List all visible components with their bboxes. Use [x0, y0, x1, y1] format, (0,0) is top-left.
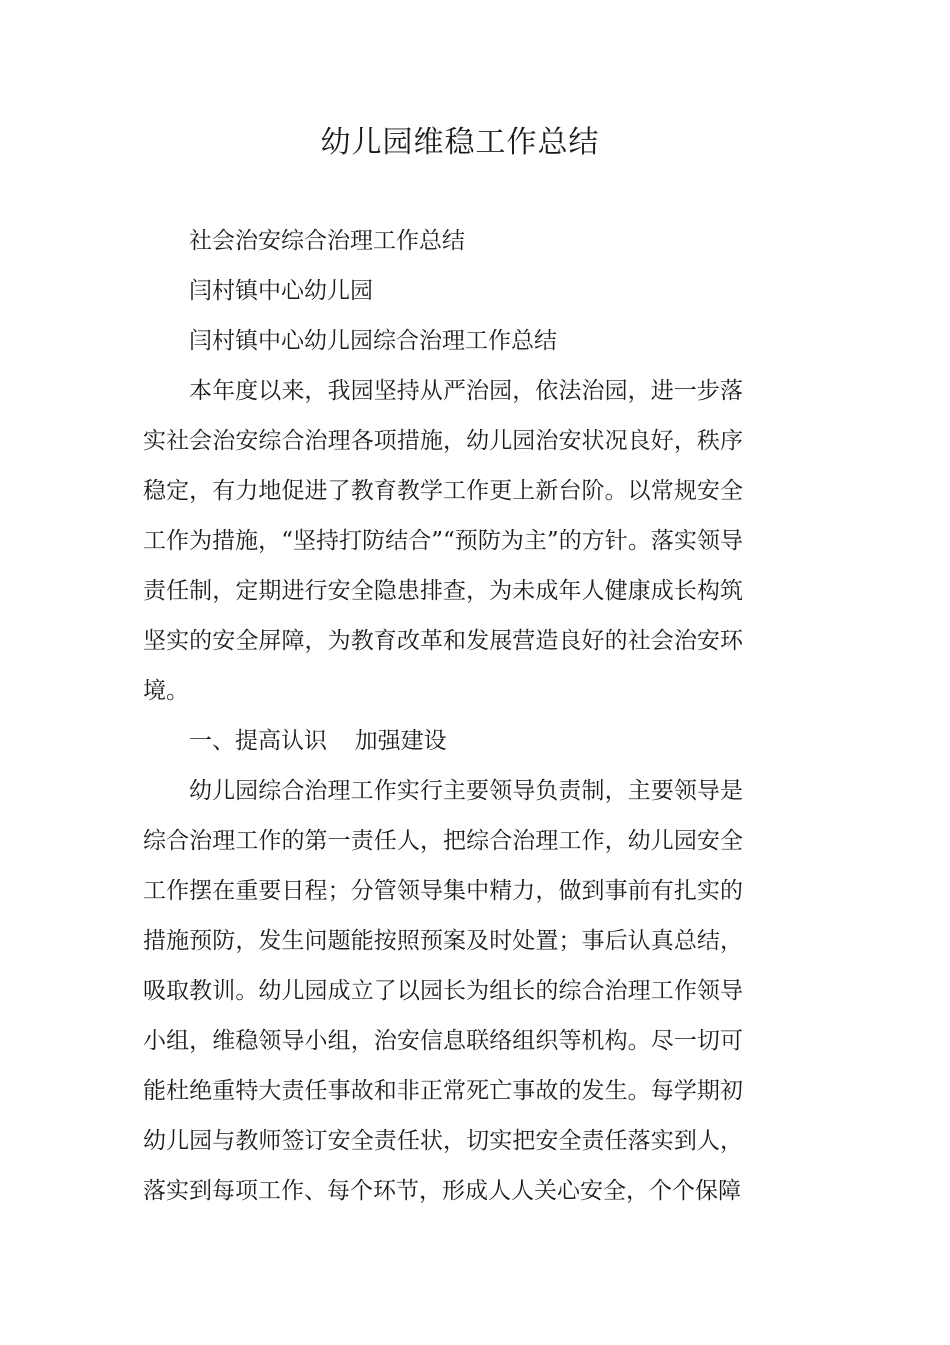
body-paragraph: 幼儿园综合治理工作实行主要领导负责制，主要领导是综合治理工作的第一责任人，把综合治理工作，幼儿园安全工作摆在重要日程；分管领导集中精力，做到事前有扎实的措施预防，发生问题能按照预案及时处置；事后认真总结，吸取教训。幼儿园成立了以园长为组长的综合治理工作领导小组，维稳领导小组，治安信息联络组织等机构。尽一切可能杜绝重特大责任事故和非正常死亡事故的发生。每学期初幼儿园与教师签订安全责任状，切实把安全责任落实到人，落实到每项工作、每个环节，形成人人关心安全，个个保障	[143, 778, 743, 1204]
report-title-line: 闫村镇中心幼儿园综合治理工作总结	[189, 328, 557, 354]
organization-line: 闫村镇中心幼儿园	[189, 278, 373, 304]
section-heading	[143, 716, 743, 766]
section-heading-part1: 一、提高认识	[189, 728, 327, 754]
document-body	[143, 216, 743, 1216]
subtitle-line: 社会治安综合治理工作总结	[189, 228, 465, 254]
body-paragraph: 本年度以来，我园坚持从严治园，依法治园，进一步落实社会治安综合治理各项措施，幼儿园治安状况良好，秩序稳定，有力地促进了教育教学工作更上新台阶。以常规安全工作为措施，“坚持打防结合”“预防为主”的方针。落实领导责任制，定期进行安全隐患排查，为未成年人健康成长构筑坚实的安全屏障，为教育改革和发展营造良好的社会治安环境。	[143, 378, 743, 704]
section-heading-part2: 加强建设	[354, 728, 447, 754]
document-title: 幼儿园维稳工作总结	[320, 125, 600, 160]
